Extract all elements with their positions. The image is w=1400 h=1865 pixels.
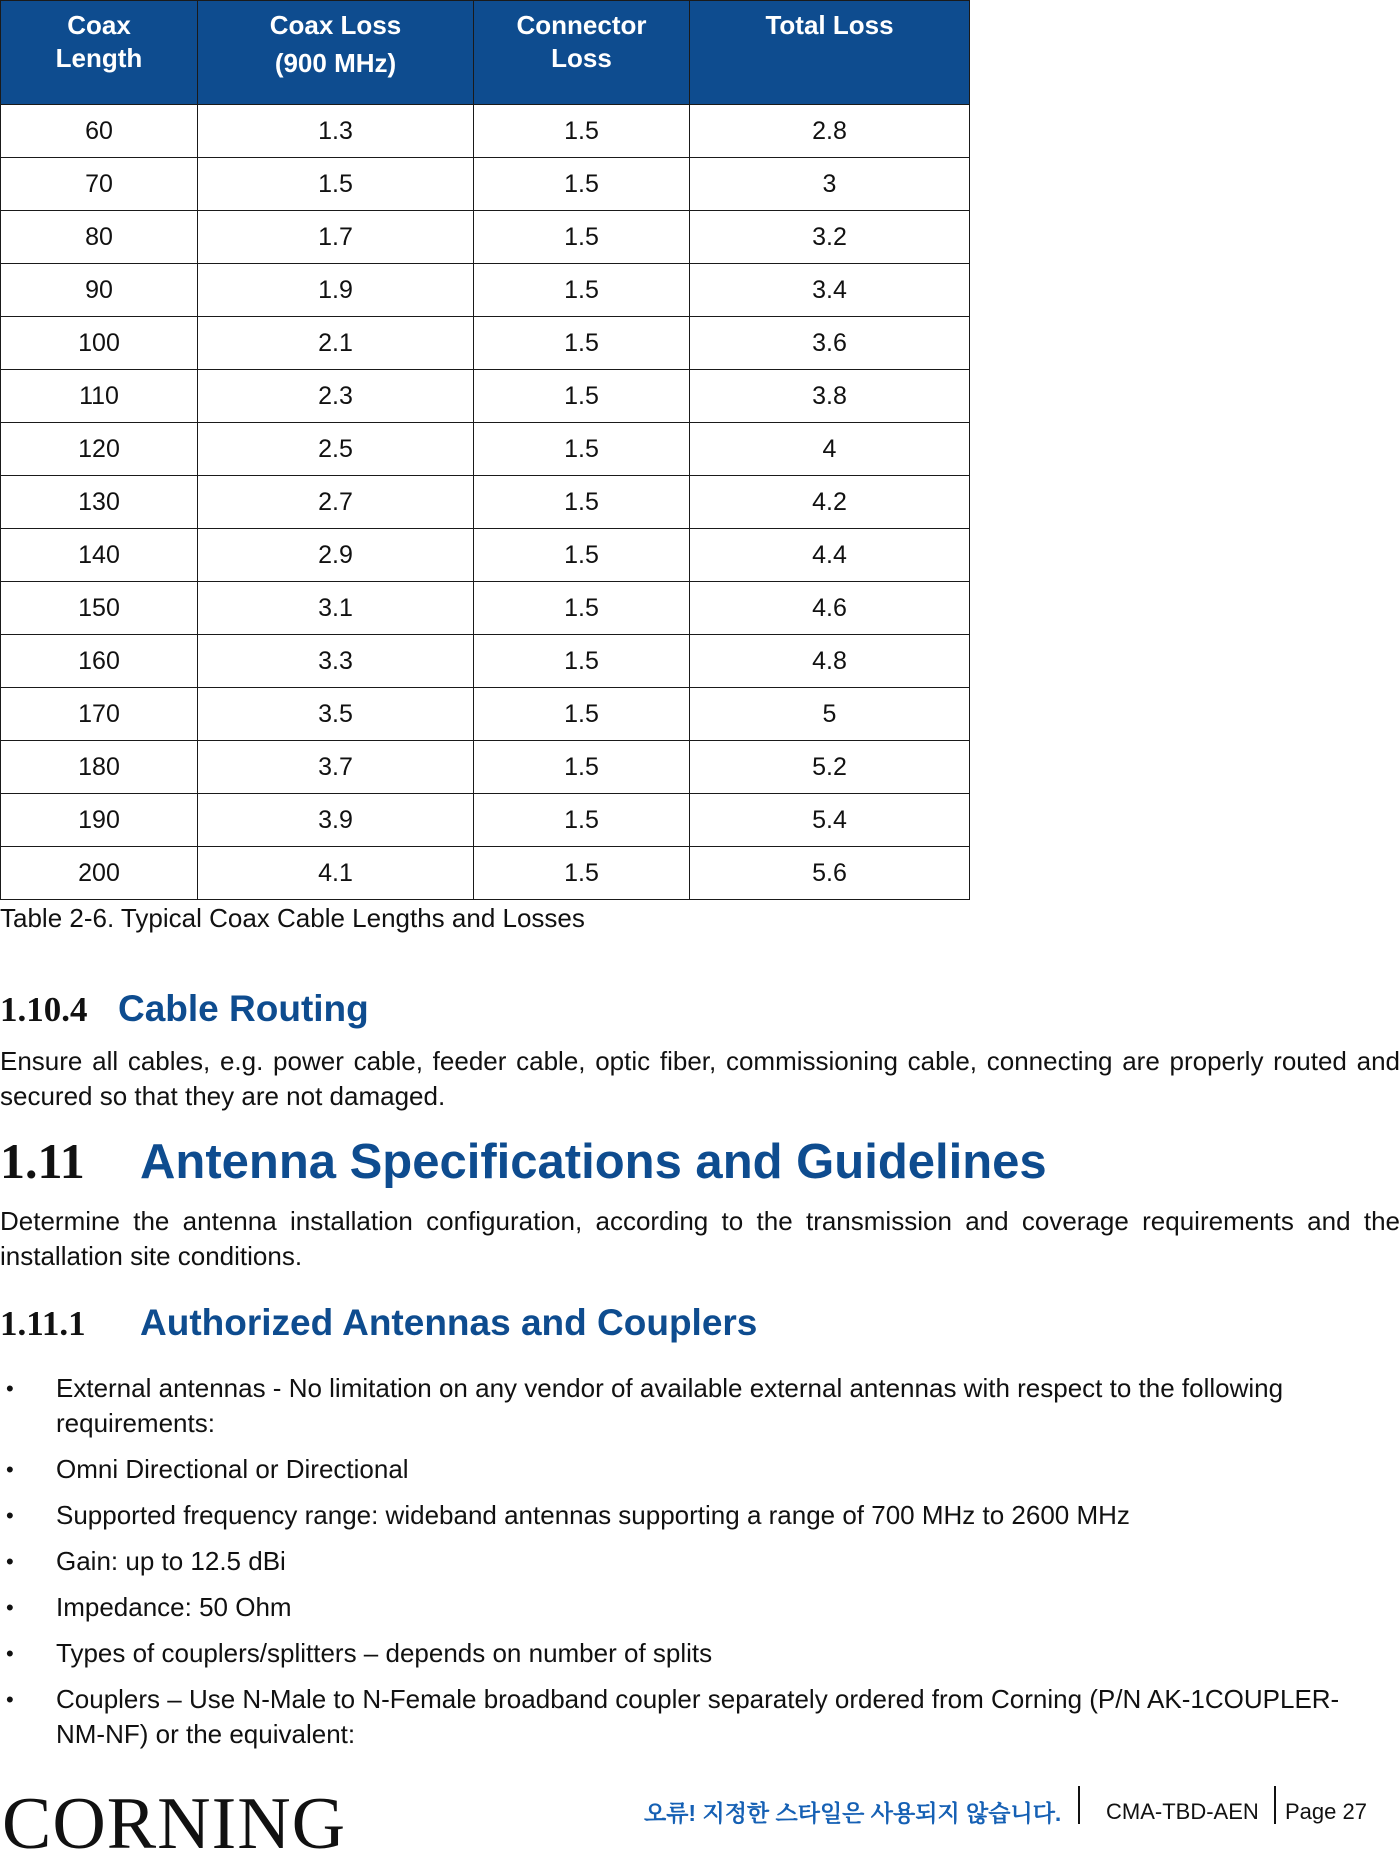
table-cell: 160 bbox=[1, 635, 198, 688]
section-title: Antenna Specifications and Guidelines bbox=[140, 1135, 1047, 1189]
table-row bbox=[1, 158, 970, 211]
section-title: Authorized Antennas and Couplers bbox=[140, 1302, 758, 1343]
table-cell: 3.1 bbox=[198, 582, 474, 635]
table-cell: 190 bbox=[1, 794, 198, 847]
bullet-icon: • bbox=[6, 1595, 14, 1620]
table-cell: 120 bbox=[1, 423, 198, 476]
table-cell: 2.5 bbox=[198, 423, 474, 476]
section-number: 1.10.4 bbox=[0, 990, 88, 1029]
section-number: 1.11.1 bbox=[0, 1304, 86, 1343]
coax-loss-table bbox=[0, 0, 970, 900]
table-cell: 4.2 bbox=[690, 476, 970, 529]
table-row bbox=[1, 105, 970, 158]
table-cell: 60 bbox=[1, 105, 198, 158]
table-cell: 1.5 bbox=[474, 211, 690, 264]
header-coax-loss bbox=[198, 1, 474, 105]
table-cell: 4.1 bbox=[198, 847, 474, 900]
table-cell: 1.5 bbox=[474, 688, 690, 741]
table-cell: 150 bbox=[1, 582, 198, 635]
table-row bbox=[1, 794, 970, 847]
requirements-list bbox=[0, 1371, 1380, 1763]
table-cell: 2.8 bbox=[690, 105, 970, 158]
table-cell: 1.7 bbox=[198, 211, 474, 264]
corning-logo: CORNING bbox=[2, 1783, 347, 1865]
table-cell: 4.6 bbox=[690, 582, 970, 635]
table-row bbox=[1, 423, 970, 476]
table-row bbox=[1, 582, 970, 635]
page-number: Page 27 bbox=[1285, 1799, 1367, 1824]
header-line: Length bbox=[55, 43, 143, 73]
list-item-text: Gain: up to 12.5 dBi bbox=[56, 1546, 286, 1576]
table-row bbox=[1, 635, 970, 688]
table-cell: 3.2 bbox=[690, 211, 970, 264]
table-cell: 3.4 bbox=[690, 264, 970, 317]
header-line: Connector bbox=[516, 10, 647, 40]
list-item-text: Couplers – Use N-Male to N-Female broadband coupler separately ordered from Corning (P/N AK-1COUPLER-NM-NF) or the equivalent: bbox=[56, 1684, 1340, 1749]
table-header-row bbox=[1, 1, 970, 105]
bullet-icon: • bbox=[6, 1549, 14, 1574]
table-cell: 170 bbox=[1, 688, 198, 741]
table-body bbox=[1, 105, 970, 900]
table-caption: Table 2-6. Typical Coax Cable Lengths and Losses bbox=[0, 903, 585, 933]
list-item bbox=[0, 1498, 1380, 1533]
table-cell: 140 bbox=[1, 529, 198, 582]
section-title: Cable Routing bbox=[118, 988, 369, 1029]
list-item bbox=[0, 1371, 1380, 1441]
table-cell: 200 bbox=[1, 847, 198, 900]
table-cell: 1.5 bbox=[474, 476, 690, 529]
bullet-icon: • bbox=[6, 1376, 14, 1401]
header-line: Total Loss bbox=[765, 10, 894, 40]
table-cell: 2.9 bbox=[198, 529, 474, 582]
bullet-icon: • bbox=[6, 1457, 14, 1482]
section-heading-antenna bbox=[0, 1132, 1047, 1190]
table-cell: 1.5 bbox=[474, 741, 690, 794]
table-cell: 1.5 bbox=[474, 264, 690, 317]
footer-divider bbox=[1274, 1786, 1276, 1824]
table-cell: 1.5 bbox=[474, 794, 690, 847]
table-cell: 4 bbox=[690, 423, 970, 476]
table-row bbox=[1, 529, 970, 582]
list-item-text: External antennas - No limitation on any vendor of available external antennas with respect to the following requirements: bbox=[56, 1373, 1284, 1438]
table-cell: 1.5 bbox=[474, 582, 690, 635]
table-cell: 3 bbox=[690, 158, 970, 211]
table-row bbox=[1, 211, 970, 264]
header-line: Coax Loss bbox=[269, 10, 402, 40]
table-cell: 3.5 bbox=[198, 688, 474, 741]
table-cell: 1.5 bbox=[474, 158, 690, 211]
bullet-icon: • bbox=[6, 1641, 14, 1666]
table-cell: 80 bbox=[1, 211, 198, 264]
table-row bbox=[1, 476, 970, 529]
list-item bbox=[0, 1636, 1380, 1671]
table-cell: 3.7 bbox=[198, 741, 474, 794]
section-heading-authorized-antennas bbox=[0, 1302, 757, 1344]
list-item bbox=[0, 1452, 1380, 1487]
style-error-text: 오류! 지정한 스타일은 사용되지 않습니다. bbox=[644, 1800, 1062, 1826]
list-item-text: Omni Directional or Directional bbox=[56, 1454, 409, 1484]
table-cell: 5 bbox=[690, 688, 970, 741]
table-cell: 4.8 bbox=[690, 635, 970, 688]
table-row bbox=[1, 741, 970, 794]
list-item bbox=[0, 1544, 1380, 1579]
list-item-text: Types of couplers/splitters – depends on number of splits bbox=[56, 1638, 713, 1668]
antenna-paragraph: Determine the antenna installation configuration, according to the transmission and coverage requirements and the installation site conditions. bbox=[0, 1206, 1400, 1271]
table-cell: 3.8 bbox=[690, 370, 970, 423]
header-line: Loss bbox=[551, 43, 612, 73]
header-coax-length bbox=[1, 1, 198, 105]
list-item-text: Supported frequency range: wideband antennas supporting a range of 700 MHz to 2600 MHz bbox=[56, 1500, 1130, 1530]
table-row bbox=[1, 688, 970, 741]
table-cell: 3.9 bbox=[198, 794, 474, 847]
header-connector-loss bbox=[474, 1, 690, 105]
table-cell: 1.3 bbox=[198, 105, 474, 158]
table-cell: 5.6 bbox=[690, 847, 970, 900]
table-cell: 2.7 bbox=[198, 476, 474, 529]
section-heading-cable-routing bbox=[0, 988, 369, 1030]
table-cell: 5.4 bbox=[690, 794, 970, 847]
footer-divider bbox=[1078, 1786, 1080, 1824]
list-item bbox=[0, 1590, 1380, 1625]
table-cell: 180 bbox=[1, 741, 198, 794]
table-cell: 1.5 bbox=[474, 105, 690, 158]
cable-routing-paragraph: Ensure all cables, e.g. power cable, feeder cable, optic fiber, commissioning cable, connecting are properly routed and secured so that they are not damaged. bbox=[0, 1046, 1400, 1111]
table-cell: 1.5 bbox=[474, 423, 690, 476]
document-id: CMA-TBD-AEN bbox=[1106, 1799, 1259, 1824]
table-row bbox=[1, 264, 970, 317]
table-cell: 110 bbox=[1, 370, 198, 423]
table-cell: 2.1 bbox=[198, 317, 474, 370]
table-cell: 1.9 bbox=[198, 264, 474, 317]
table-cell: 1.5 bbox=[474, 635, 690, 688]
table-cell: 130 bbox=[1, 476, 198, 529]
bullet-icon: • bbox=[6, 1503, 14, 1528]
bullet-icon: • bbox=[6, 1687, 14, 1712]
header-line: (900 MHz) bbox=[274, 48, 397, 78]
table-cell: 4.4 bbox=[690, 529, 970, 582]
table-row bbox=[1, 847, 970, 900]
header-total-loss bbox=[690, 1, 970, 105]
table-cell: 1.5 bbox=[198, 158, 474, 211]
table-row bbox=[1, 370, 970, 423]
table-cell: 1.5 bbox=[474, 370, 690, 423]
header-line: Coax bbox=[67, 10, 131, 40]
table-cell: 70 bbox=[1, 158, 198, 211]
table-cell: 1.5 bbox=[474, 529, 690, 582]
table-row bbox=[1, 317, 970, 370]
table-cell: 2.3 bbox=[198, 370, 474, 423]
table-cell: 1.5 bbox=[474, 847, 690, 900]
table-cell: 5.2 bbox=[690, 741, 970, 794]
table-cell: 100 bbox=[1, 317, 198, 370]
section-number: 1.11 bbox=[0, 1133, 85, 1189]
list-item bbox=[0, 1682, 1380, 1752]
table-cell: 3.6 bbox=[690, 317, 970, 370]
table-cell: 1.5 bbox=[474, 317, 690, 370]
table-cell: 90 bbox=[1, 264, 198, 317]
table-cell: 3.3 bbox=[198, 635, 474, 688]
list-item-text: Impedance: 50 Ohm bbox=[56, 1592, 292, 1622]
